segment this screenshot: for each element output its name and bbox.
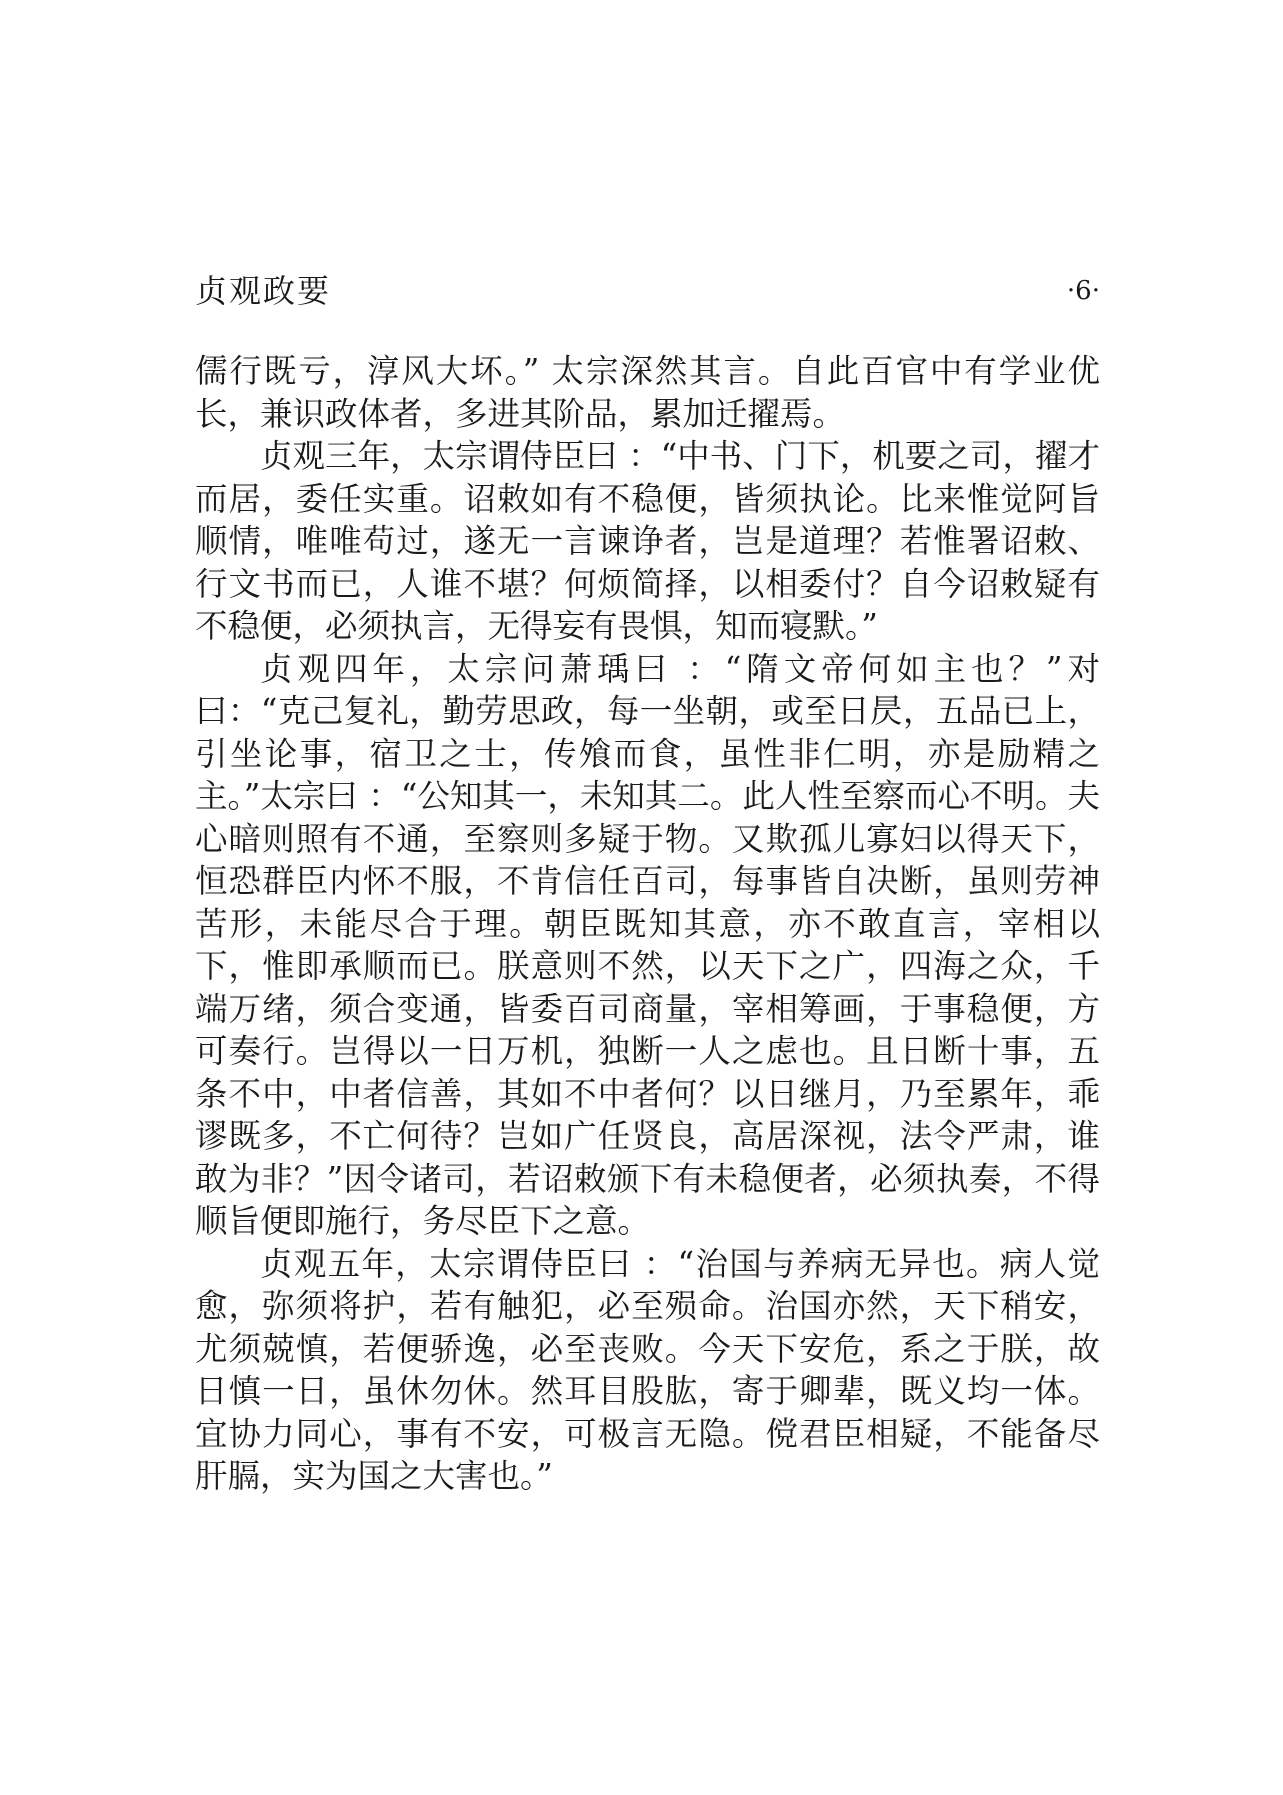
running-header bbox=[195, 268, 1100, 314]
paragraph-continued: 儒行既亏，淳风大坏。” 太宗深然其言。自此百官中有学业优长，兼识政体者，多进其阶品，累加迁擢焉。 bbox=[195, 352, 1100, 433]
paragraph-zhenguan-year-5: 贞观五年，太宗谓侍臣曰 ：“治国与养病无异也。病人觉愈，弥须将护，若有触犯，必至殒命。治国亦然，天下稍安，尤须兢慎，若便骄逸，必至丧败。今天下安危，系之于朕，故日慎一日，虽休勿休。然耳目股肱，寄于卿辈，既义均一体。宜协力同心，事有不安，可极言无隐。傥君臣相疑，不能备尽肝膈，实为国之大害也。” bbox=[195, 1244, 1100, 1495]
paragraph-zhenguan-year-3: 贞观三年，太宗谓侍臣曰 ：“中书、门下，机要之司，擢才而居，委任实重。诏敕如有不稳便，皆须执论。比来惟觉阿旨顺情，唯唯苟过，遂无一言谏诤者，岂是道理？若惟署诏敕、行文书而已，人谁不堪？何烦简择，以相委付？自今诏敕疑有不稳便，必须执言，无得妄有畏惧，知而寝默。” bbox=[195, 437, 1100, 645]
book-title: 贞观政要 bbox=[195, 272, 332, 310]
page-number: ·6· bbox=[1066, 276, 1100, 306]
paragraph-zhenguan-year-4: 贞观四年，太宗问萧瑀曰 ：“隋文帝何如主也？”对曰：“克己复礼，勤劳思政，每一坐朝，或至日昃，五品已上，引坐论事，宿卫之士，传飧而食，虽性非仁明，亦是励精之主。”太宗曰 ：“公知其一，未知其二。此人性至察而心不明。夫心暗则照有不通，至察则多疑于物。又欺孤儿寡妇以得天下，恒恐群臣内怀不服，不肯信任百司，每事皆自决断，虽则劳神苦形，未能尽合于理。朝臣既知其意，亦不敢直言，宰相以下，惟即承顺而已。朕意则不然，以天下之广，四海之众，千端万绪，须合变通，皆委百司商量，宰相筹画，于事稳便，方可奏行。岂得以一日万机，独断一人之虑也。且日断十事，五条不中，中者信善，其如不中者何？以日继月，乃至累年，乖谬既多，不亡何待？岂如广任贤良，高居深视，法令严肃，谁敢为非？”因令诸司，若诏敕颁下有未稳便者，必须执奏，不得顺旨便即施行，务尽臣下之意。 bbox=[195, 649, 1100, 1240]
body-text bbox=[195, 350, 1100, 1498]
